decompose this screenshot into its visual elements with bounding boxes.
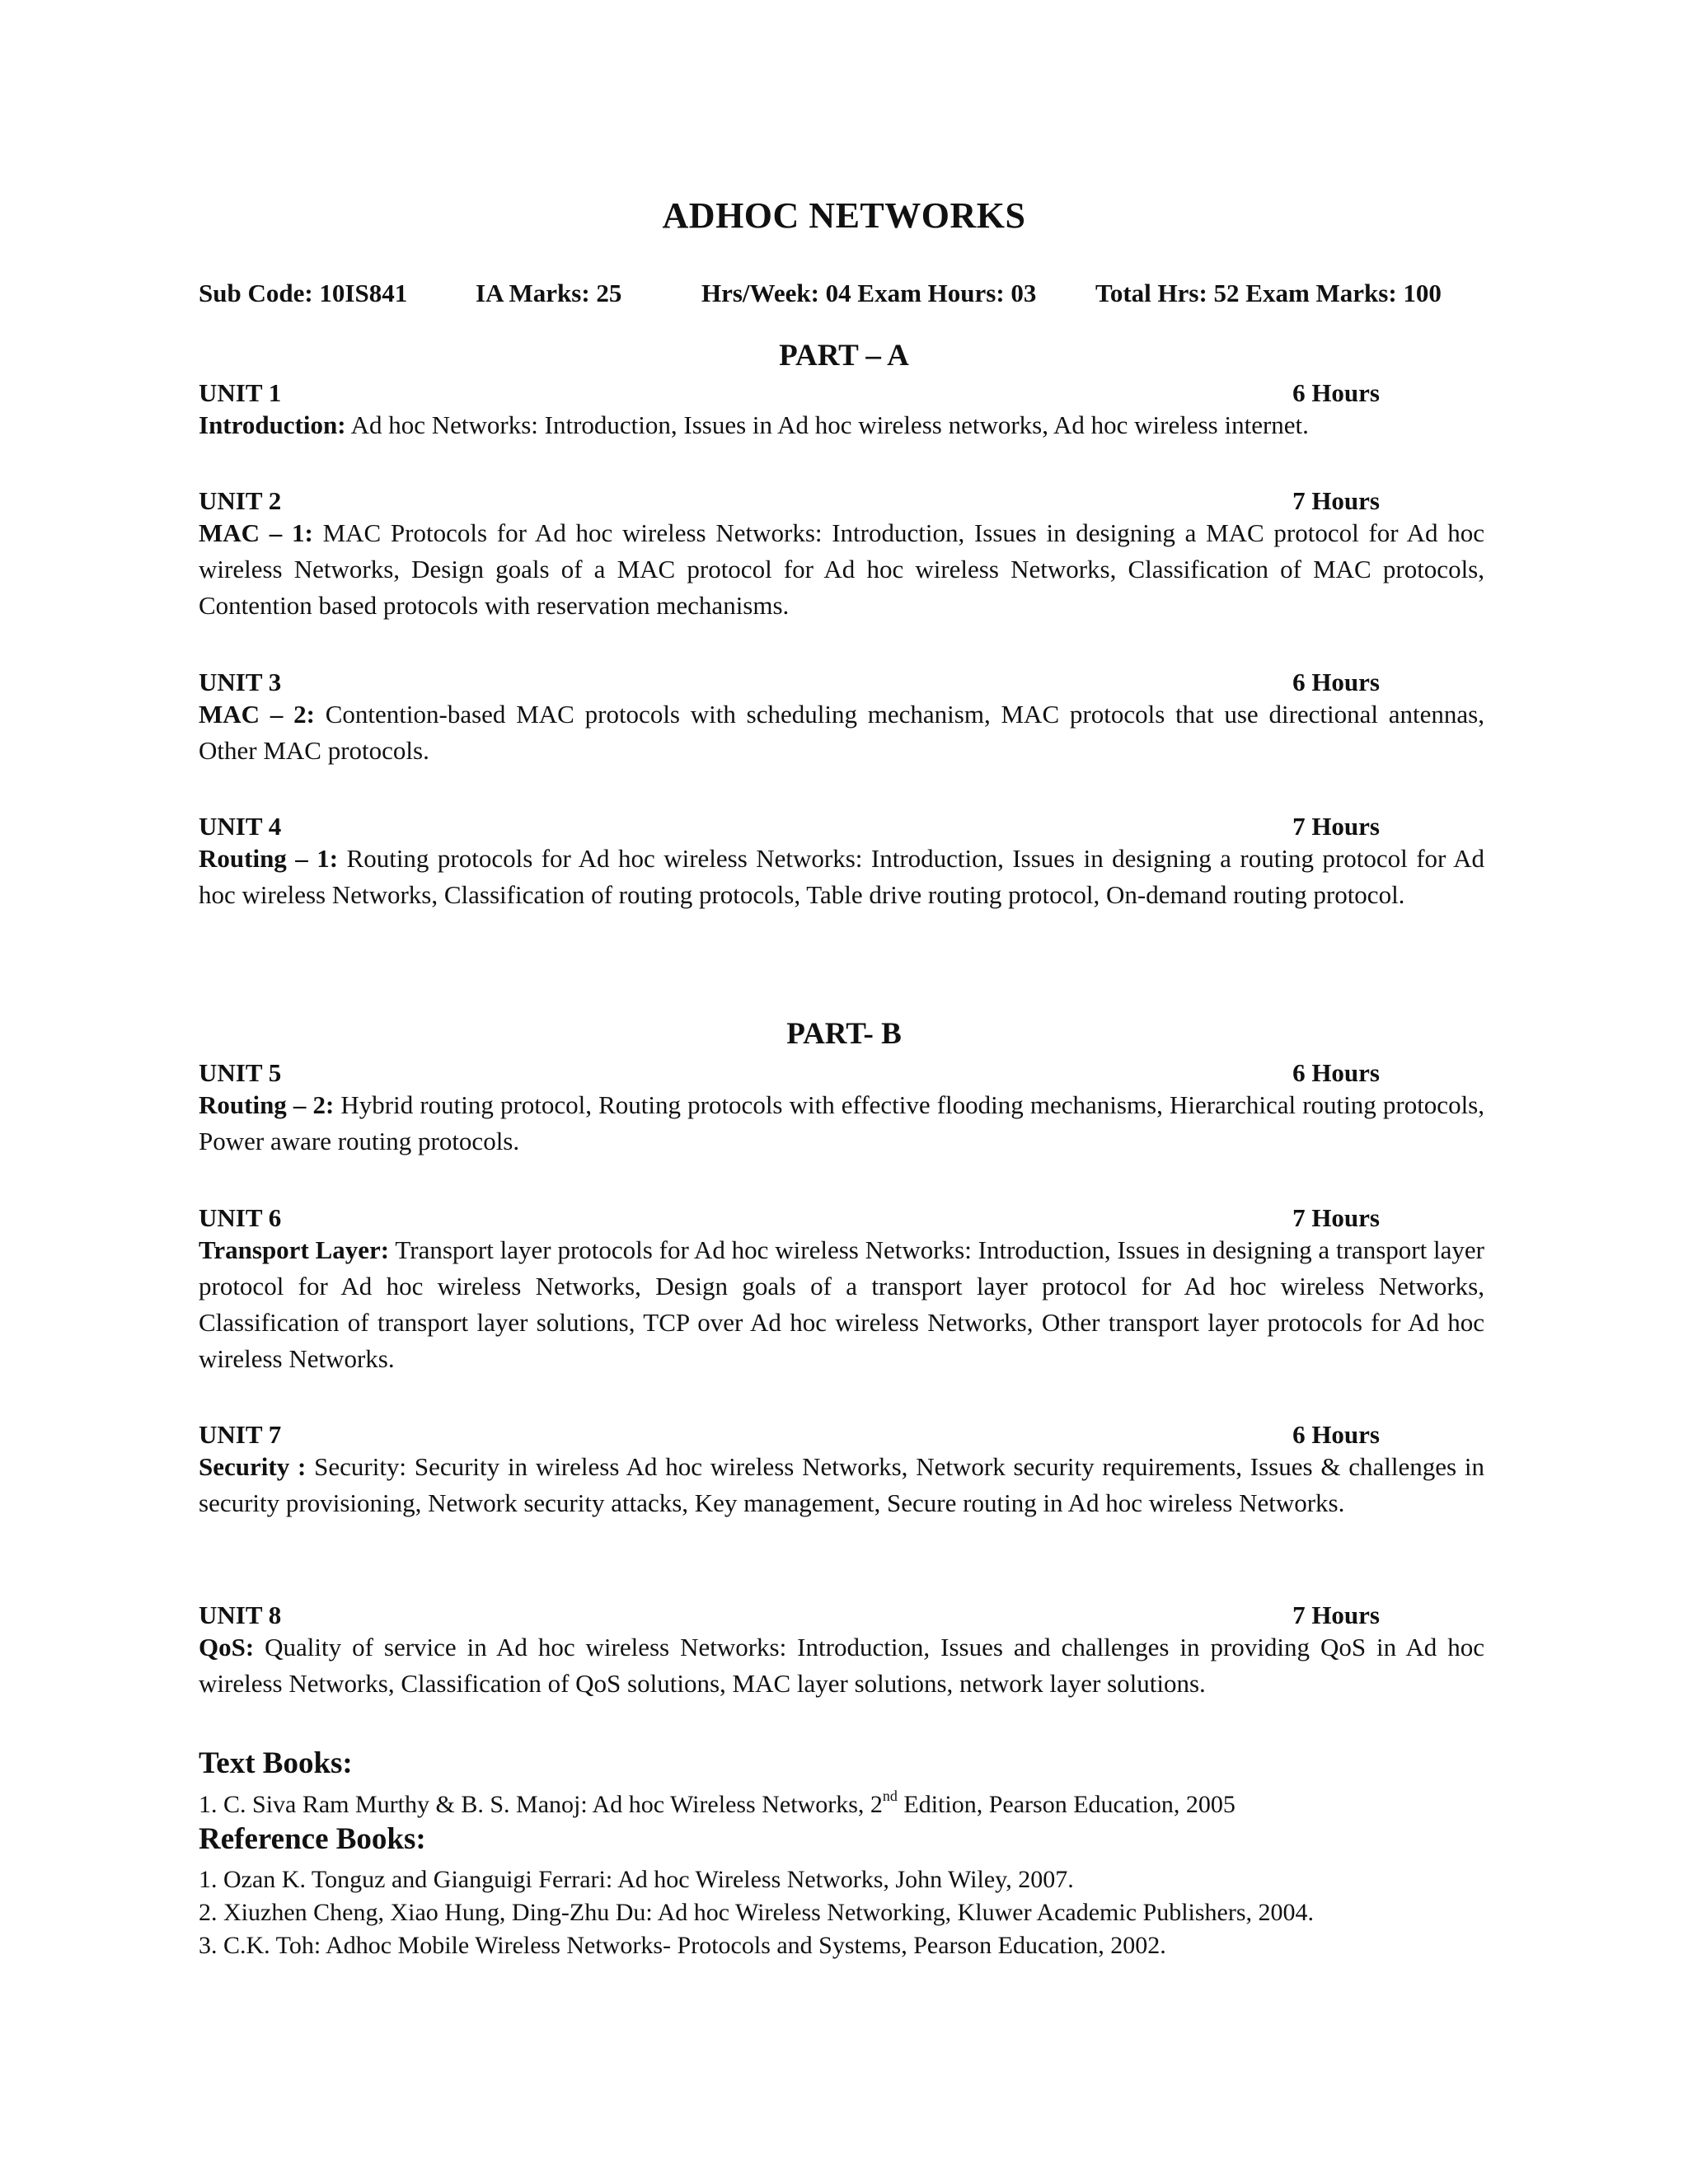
unit-name: UNIT 5 [199, 1058, 282, 1087]
unit-text: MAC Protocols for Ad hoc wireless Networks: Introduction, Issues in designing a MAC protocol for Ad hoc wireless Networks, Design goals of a MAC protocol for Ad hoc wireless Networks, Classification of MAC protocols, Contention based protocols with reservation mechanisms. [199, 518, 1485, 620]
unit-hours: 6 Hours [1292, 378, 1380, 407]
reference-book-item: 3. C.K. Toh: Adhoc Mobile Wireless Networks- Protocols and Systems, Pearson Education, 2002. [199, 1932, 1166, 1959]
reference-book-item: 2. Xiuzhen Cheng, Xiao Hung, Ding-Zhu Du: Ad hoc Wireless Networking, Kluwer Academic Publishers, 2004. [199, 1899, 1315, 1926]
ia-marks: IA Marks: 25 [476, 279, 622, 307]
unit-topic: Transport Layer: [199, 1235, 390, 1264]
unit-description [199, 515, 1484, 624]
text-book-item-sup: nd [882, 1788, 898, 1804]
unit-name: UNIT 6 [199, 1203, 282, 1232]
unit-name: UNIT 8 [199, 1601, 282, 1629]
unit-topic: Security : [199, 1452, 307, 1481]
unit-hours: 6 Hours [1292, 668, 1380, 696]
unit-text: Quality of service in Ad hoc wireless Networks: Introduction, Issues and challenges in providing QoS in Ad hoc wireless Networks, Classification of QoS solutions, MAC layer solutions, network layer solutions. [199, 1633, 1485, 1698]
hours-per-week: Hrs/Week: 04 Exam Hours: 03 [701, 279, 1037, 307]
unit-text: Hybrid routing protocol, Routing protocols with effective flooding mechanisms, Hierarchical routing protocols, Power aware routing protocols. [199, 1090, 1484, 1155]
unit-text: Transport layer protocols for Ad hoc wireless Networks: Introduction, Issues in designing a transport layer protocol for Ad hoc wireless Networks, Design goals of a transport layer protocol for Ad hoc wireless Networks, Classification of transport layer solutions, TCP over Ad hoc wireless Networks, Other transport layer protocols for Ad hoc wireless Networks. [199, 1235, 1484, 1373]
text-book-item-part2: Edition, Pearson Education, 2005 [897, 1791, 1236, 1818]
unit-description [199, 1449, 1484, 1521]
unit-hours: 7 Hours [1292, 1203, 1380, 1232]
part-a-heading: PART – A [779, 339, 909, 373]
unit-topic: MAC – 2: [199, 700, 315, 729]
unit-description [199, 841, 1484, 913]
total-hours-marks: Total Hrs: 52 Exam Marks: 100 [1095, 279, 1442, 307]
unit-topic: Introduction: [199, 410, 346, 439]
unit-description [199, 696, 1484, 769]
unit-name: UNIT 7 [199, 1420, 282, 1449]
text-book-item [199, 1788, 1517, 1821]
text-book-item-part1: 1. C. Siva Ram Murthy & B. S. Manoj: Ad hoc Wireless Networks, 2 [199, 1791, 883, 1818]
unit-hours: 7 Hours [1292, 486, 1380, 515]
unit-hours: 6 Hours [1292, 1420, 1380, 1449]
unit-description [199, 1629, 1484, 1702]
sub-code: Sub Code: 10IS841 [199, 279, 408, 307]
unit-text: Contention-based MAC protocols with scheduling mechanism, MAC protocols that use directional antennas, Other MAC protocols. [199, 700, 1484, 765]
unit-name: UNIT 1 [199, 378, 282, 407]
unit-topic: QoS: [199, 1633, 255, 1661]
unit-description [199, 407, 1484, 443]
unit-hours: 6 Hours [1292, 1058, 1380, 1087]
unit-text: Routing protocols for Ad hoc wireless Networks: Introduction, Issues in designing a routing protocol for Ad hoc wireless Networks, Classification of routing protocols, Table drive routing protocol, On-demand routing protocol. [199, 844, 1484, 909]
unit-hours: 7 Hours [1292, 1601, 1380, 1629]
unit-topic: Routing – 2: [199, 1090, 335, 1119]
text-books-heading: Text Books: [199, 1746, 353, 1780]
unit-text: Ad hoc Networks: Introduction, Issues in Ad hoc wireless networks, Ad hoc wireless internet. [350, 410, 1309, 439]
unit-hours: 7 Hours [1292, 812, 1380, 841]
unit-name: UNIT 3 [199, 668, 282, 696]
page-title: ADHOC NETWORKS [662, 195, 1026, 236]
unit-topic: MAC – 1: [199, 518, 313, 547]
part-b-heading: PART- B [786, 1017, 902, 1051]
unit-description [199, 1087, 1484, 1160]
unit-name: UNIT 4 [199, 812, 282, 841]
reference-book-item: 1. Ozan K. Tonguz and Gianguigi Ferrari: Ad hoc Wireless Networks, John Wiley, 2007. [199, 1866, 1074, 1893]
unit-name: UNIT 2 [199, 486, 282, 515]
unit-text: Security: Security in wireless Ad hoc wireless Networks, Network security requirements, Issues & challenges in security provisioning, Network security attacks, Key management, Secure routing in Ad hoc wireless Networks. [199, 1452, 1484, 1517]
unit-topic: Routing – 1: [199, 844, 339, 873]
unit-description [199, 1232, 1484, 1377]
reference-books-heading: Reference Books: [199, 1822, 426, 1856]
